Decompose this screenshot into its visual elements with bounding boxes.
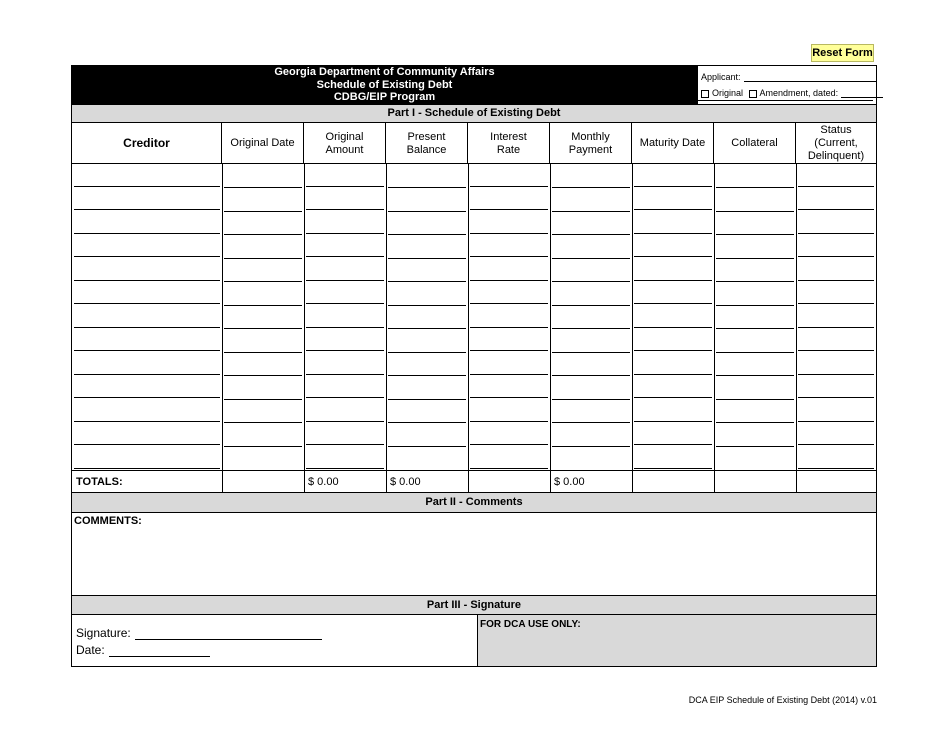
applicant-label: Applicant: bbox=[701, 72, 741, 82]
entry-field-creditor[interactable] bbox=[74, 209, 220, 210]
entry-field-maturity-date[interactable] bbox=[634, 397, 712, 398]
entry-field-interest-rate[interactable] bbox=[470, 280, 548, 281]
entry-field-monthly-payment[interactable] bbox=[552, 305, 630, 306]
entry-field-collateral[interactable] bbox=[716, 375, 794, 376]
entry-field-original-date[interactable] bbox=[224, 187, 302, 188]
entry-field-interest-rate[interactable] bbox=[470, 397, 548, 398]
entry-field-present-balance[interactable] bbox=[388, 281, 466, 282]
entry-field-present-balance[interactable] bbox=[388, 211, 466, 212]
column-divider bbox=[714, 164, 715, 493]
column-header-original-amount: Original Amount bbox=[304, 123, 386, 164]
entry-field-maturity-date[interactable] bbox=[634, 468, 712, 469]
comments-label: COMMENTS: bbox=[74, 515, 142, 527]
original-label: Original bbox=[712, 88, 744, 98]
applicant-divider bbox=[698, 100, 873, 101]
entry-field-interest-rate[interactable] bbox=[470, 350, 548, 351]
date-field[interactable] bbox=[109, 644, 210, 657]
reset-form-button[interactable]: Reset Form bbox=[811, 44, 874, 62]
entry-field-creditor[interactable] bbox=[74, 233, 220, 234]
entry-field-original-date[interactable] bbox=[224, 281, 302, 282]
header-divider bbox=[72, 163, 876, 164]
signature-area bbox=[72, 615, 876, 666]
entry-field-interest-rate[interactable] bbox=[470, 468, 548, 469]
entry-field-present-balance[interactable] bbox=[388, 305, 466, 306]
entry-field-present-balance[interactable] bbox=[388, 258, 466, 259]
entry-field-original-amount[interactable] bbox=[306, 186, 384, 187]
entry-field-original-date[interactable] bbox=[224, 352, 302, 353]
entry-field-status[interactable] bbox=[798, 280, 874, 281]
entry-field-status[interactable] bbox=[798, 397, 874, 398]
entry-field-monthly-payment[interactable] bbox=[552, 328, 630, 329]
debt-schedule-form bbox=[71, 65, 877, 667]
column-header-present-balance: Present Balance bbox=[386, 123, 468, 164]
original-checkbox[interactable] bbox=[701, 90, 709, 98]
column-header-monthly-payment: Monthly Payment bbox=[550, 123, 632, 164]
form-title: Schedule of Existing Debt bbox=[316, 78, 453, 91]
entry-field-interest-rate[interactable] bbox=[470, 374, 548, 375]
entry-field-creditor[interactable] bbox=[74, 397, 220, 398]
column-header-collateral: Collateral bbox=[714, 123, 796, 164]
entry-field-status[interactable] bbox=[798, 327, 874, 328]
totals-row bbox=[72, 470, 876, 493]
entry-field-original-amount[interactable] bbox=[306, 256, 384, 257]
entry-field-original-amount[interactable] bbox=[306, 350, 384, 351]
entry-field-creditor[interactable] bbox=[74, 374, 220, 375]
total-original-amount: $ 0.00 bbox=[308, 476, 339, 488]
entry-field-status[interactable] bbox=[798, 468, 874, 469]
entry-field-original-date[interactable] bbox=[224, 422, 302, 423]
entry-field-original-date[interactable] bbox=[224, 234, 302, 235]
entry-field-original-date[interactable] bbox=[224, 399, 302, 400]
entry-field-status[interactable] bbox=[798, 186, 874, 187]
entry-field-monthly-payment[interactable] bbox=[552, 352, 630, 353]
part1-title: Part I - Schedule of Existing Debt bbox=[72, 104, 876, 123]
entry-field-original-amount[interactable] bbox=[306, 303, 384, 304]
applicant-box bbox=[697, 66, 876, 104]
entry-field-present-balance[interactable] bbox=[388, 352, 466, 353]
entry-field-present-balance[interactable] bbox=[388, 446, 466, 447]
entry-field-status[interactable] bbox=[798, 303, 874, 304]
signature-field[interactable] bbox=[135, 627, 322, 640]
entry-field-present-balance[interactable] bbox=[388, 234, 466, 235]
entry-field-collateral[interactable] bbox=[716, 399, 794, 400]
entry-field-monthly-payment[interactable] bbox=[552, 258, 630, 259]
column-divider bbox=[304, 164, 305, 493]
program-name: CDBG/EIP Program bbox=[333, 91, 436, 103]
entry-field-status[interactable] bbox=[798, 421, 874, 422]
part3-title: Part III - Signature bbox=[72, 595, 876, 615]
entry-field-collateral[interactable] bbox=[716, 258, 794, 259]
entry-field-collateral[interactable] bbox=[716, 211, 794, 212]
entry-field-maturity-date[interactable] bbox=[634, 209, 712, 210]
entry-field-collateral[interactable] bbox=[716, 305, 794, 306]
amendment-date-field[interactable] bbox=[841, 89, 883, 98]
entry-field-interest-rate[interactable] bbox=[470, 327, 548, 328]
entry-field-maturity-date[interactable] bbox=[634, 280, 712, 281]
comments-area[interactable] bbox=[72, 513, 876, 595]
column-header-creditor: Creditor bbox=[72, 123, 222, 164]
signature-line bbox=[76, 626, 322, 640]
entry-field-status[interactable] bbox=[798, 256, 874, 257]
entry-field-interest-rate[interactable] bbox=[470, 233, 548, 234]
entry-field-status[interactable] bbox=[798, 209, 874, 210]
entry-field-original-amount[interactable] bbox=[306, 280, 384, 281]
entry-field-original-date[interactable] bbox=[224, 375, 302, 376]
entry-field-creditor[interactable] bbox=[74, 350, 220, 351]
column-header-original-date: Original Date bbox=[222, 123, 304, 164]
entry-field-original-amount[interactable] bbox=[306, 397, 384, 398]
column-header-status: Status (Current, Delinquent) bbox=[807, 124, 865, 162]
totals-label: TOTALS: bbox=[76, 476, 123, 488]
entry-field-interest-rate[interactable] bbox=[470, 209, 548, 210]
entry-field-monthly-payment[interactable] bbox=[552, 187, 630, 188]
entry-field-maturity-date[interactable] bbox=[634, 350, 712, 351]
entry-field-monthly-payment[interactable] bbox=[552, 422, 630, 423]
entry-field-maturity-date[interactable] bbox=[634, 256, 712, 257]
column-divider bbox=[468, 164, 469, 493]
date-line bbox=[76, 643, 210, 657]
entry-field-interest-rate[interactable] bbox=[470, 256, 548, 257]
entry-field-monthly-payment[interactable] bbox=[552, 399, 630, 400]
amendment-checkbox[interactable] bbox=[749, 90, 757, 98]
entry-field-interest-rate[interactable] bbox=[470, 303, 548, 304]
entry-field-original-amount[interactable] bbox=[306, 327, 384, 328]
column-divider bbox=[632, 164, 633, 493]
entry-field-collateral[interactable] bbox=[716, 187, 794, 188]
date-label: Date: bbox=[76, 643, 105, 657]
entry-field-creditor[interactable] bbox=[74, 444, 220, 445]
entry-field-creditor[interactable] bbox=[74, 280, 220, 281]
form-version: DCA EIP Schedule of Existing Debt (2014) v.01 bbox=[688, 695, 877, 705]
column-divider bbox=[222, 164, 223, 493]
entry-field-collateral[interactable] bbox=[716, 422, 794, 423]
entry-field-creditor[interactable] bbox=[74, 256, 220, 257]
entry-field-monthly-payment[interactable] bbox=[552, 375, 630, 376]
entry-field-original-amount[interactable] bbox=[306, 233, 384, 234]
applicant-field[interactable] bbox=[744, 72, 877, 82]
entry-field-present-balance[interactable] bbox=[388, 375, 466, 376]
entry-field-original-date[interactable] bbox=[224, 446, 302, 447]
entry-field-maturity-date[interactable] bbox=[634, 444, 712, 445]
amendment-line bbox=[701, 88, 883, 98]
entry-field-collateral[interactable] bbox=[716, 352, 794, 353]
entry-field-present-balance[interactable] bbox=[388, 187, 466, 188]
entry-field-present-balance[interactable] bbox=[388, 328, 466, 329]
entry-field-creditor[interactable] bbox=[74, 468, 220, 469]
entry-field-original-amount[interactable] bbox=[306, 444, 384, 445]
entry-field-status[interactable] bbox=[798, 233, 874, 234]
dca-use-label: FOR DCA USE ONLY: bbox=[480, 619, 581, 630]
entry-field-collateral[interactable] bbox=[716, 328, 794, 329]
column-divider bbox=[386, 164, 387, 493]
form-header bbox=[72, 66, 697, 104]
column-header-maturity-date: Maturity Date bbox=[632, 123, 714, 164]
column-divider bbox=[796, 164, 797, 493]
entry-field-maturity-date[interactable] bbox=[634, 327, 712, 328]
entry-field-original-amount[interactable] bbox=[306, 468, 384, 469]
total-monthly-payment: $ 0.00 bbox=[554, 476, 585, 488]
entry-field-original-date[interactable] bbox=[224, 211, 302, 212]
entry-field-maturity-date[interactable] bbox=[634, 233, 712, 234]
entry-field-original-amount[interactable] bbox=[306, 209, 384, 210]
entry-field-collateral[interactable] bbox=[716, 281, 794, 282]
entry-field-status[interactable] bbox=[798, 374, 874, 375]
amendment-label: Amendment, dated: bbox=[759, 88, 839, 98]
entry-field-maturity-date[interactable] bbox=[634, 421, 712, 422]
entry-field-creditor[interactable] bbox=[74, 186, 220, 187]
entry-field-original-date[interactable] bbox=[224, 305, 302, 306]
entry-field-interest-rate[interactable] bbox=[470, 186, 548, 187]
entry-field-original-amount[interactable] bbox=[306, 421, 384, 422]
entry-field-creditor[interactable] bbox=[74, 421, 220, 422]
total-present-balance: $ 0.00 bbox=[390, 476, 421, 488]
entry-field-status[interactable] bbox=[798, 444, 874, 445]
entry-field-interest-rate[interactable] bbox=[470, 444, 548, 445]
entry-field-present-balance[interactable] bbox=[388, 422, 466, 423]
signature-block bbox=[72, 615, 478, 666]
entry-field-interest-rate[interactable] bbox=[470, 421, 548, 422]
dca-use-block bbox=[478, 615, 876, 666]
entry-field-maturity-date[interactable] bbox=[634, 186, 712, 187]
entry-field-creditor[interactable] bbox=[74, 327, 220, 328]
part2-title: Part II - Comments bbox=[72, 492, 876, 513]
entry-field-original-amount[interactable] bbox=[306, 374, 384, 375]
entry-field-monthly-payment[interactable] bbox=[552, 446, 630, 447]
entry-field-monthly-payment[interactable] bbox=[552, 211, 630, 212]
column-divider bbox=[550, 164, 551, 493]
signature-label: Signature: bbox=[76, 626, 131, 640]
entry-field-present-balance[interactable] bbox=[388, 399, 466, 400]
applicant-line bbox=[701, 72, 877, 82]
entry-field-maturity-date[interactable] bbox=[634, 374, 712, 375]
entry-field-collateral[interactable] bbox=[716, 234, 794, 235]
entry-field-monthly-payment[interactable] bbox=[552, 281, 630, 282]
entry-field-collateral[interactable] bbox=[716, 446, 794, 447]
entry-field-creditor[interactable] bbox=[74, 303, 220, 304]
entry-field-maturity-date[interactable] bbox=[634, 303, 712, 304]
column-header-interest-rate: Interest Rate bbox=[468, 123, 550, 164]
entry-field-original-date[interactable] bbox=[224, 258, 302, 259]
entry-field-monthly-payment[interactable] bbox=[552, 234, 630, 235]
agency-name: Georgia Department of Community Affairs bbox=[274, 66, 495, 78]
entry-field-status[interactable] bbox=[798, 350, 874, 351]
entry-field-original-date[interactable] bbox=[224, 328, 302, 329]
